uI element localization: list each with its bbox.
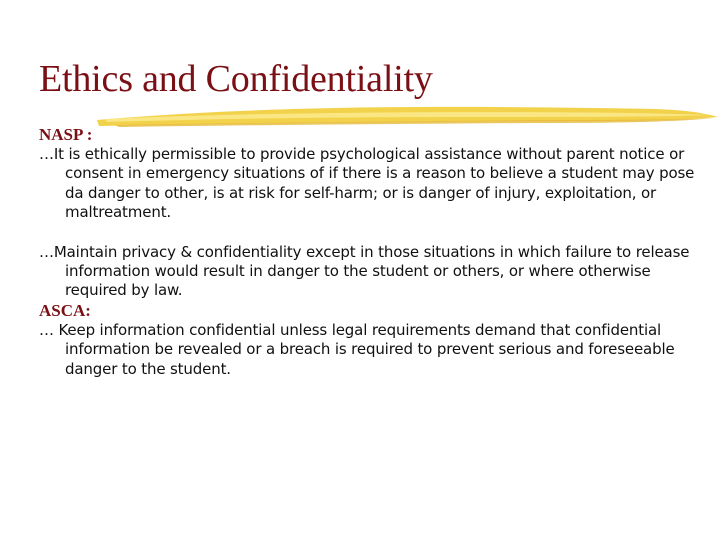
asca-paragraph-1: … Keep information confidential unless legal requirements demand that confidential information be revealed or a breach is required to prevent serious and foreseeable danger to the student. bbox=[39, 320, 675, 378]
slide-title: Ethics and Confidentiality bbox=[39, 58, 433, 100]
nasp-paragraph-2: …Maintain privacy & confidentiality except in those situations in which failure to release information would result in danger to the student or others, or where otherwise required by law. bbox=[39, 242, 690, 300]
paragraph-spacer bbox=[39, 223, 699, 243]
slide-body bbox=[39, 125, 699, 379]
nasp-heading: NASP : bbox=[39, 125, 93, 144]
asca-heading: ASCA: bbox=[39, 300, 91, 320]
nasp-paragraph-1: …It is ethically permissible to provide psychological assistance without parent notice or consent in emergency situations of if there is a reason to believe a student may pose da danger to other, is at risk for self-harm; or is danger of injury, exploitation, or maltreatment. bbox=[39, 145, 695, 222]
